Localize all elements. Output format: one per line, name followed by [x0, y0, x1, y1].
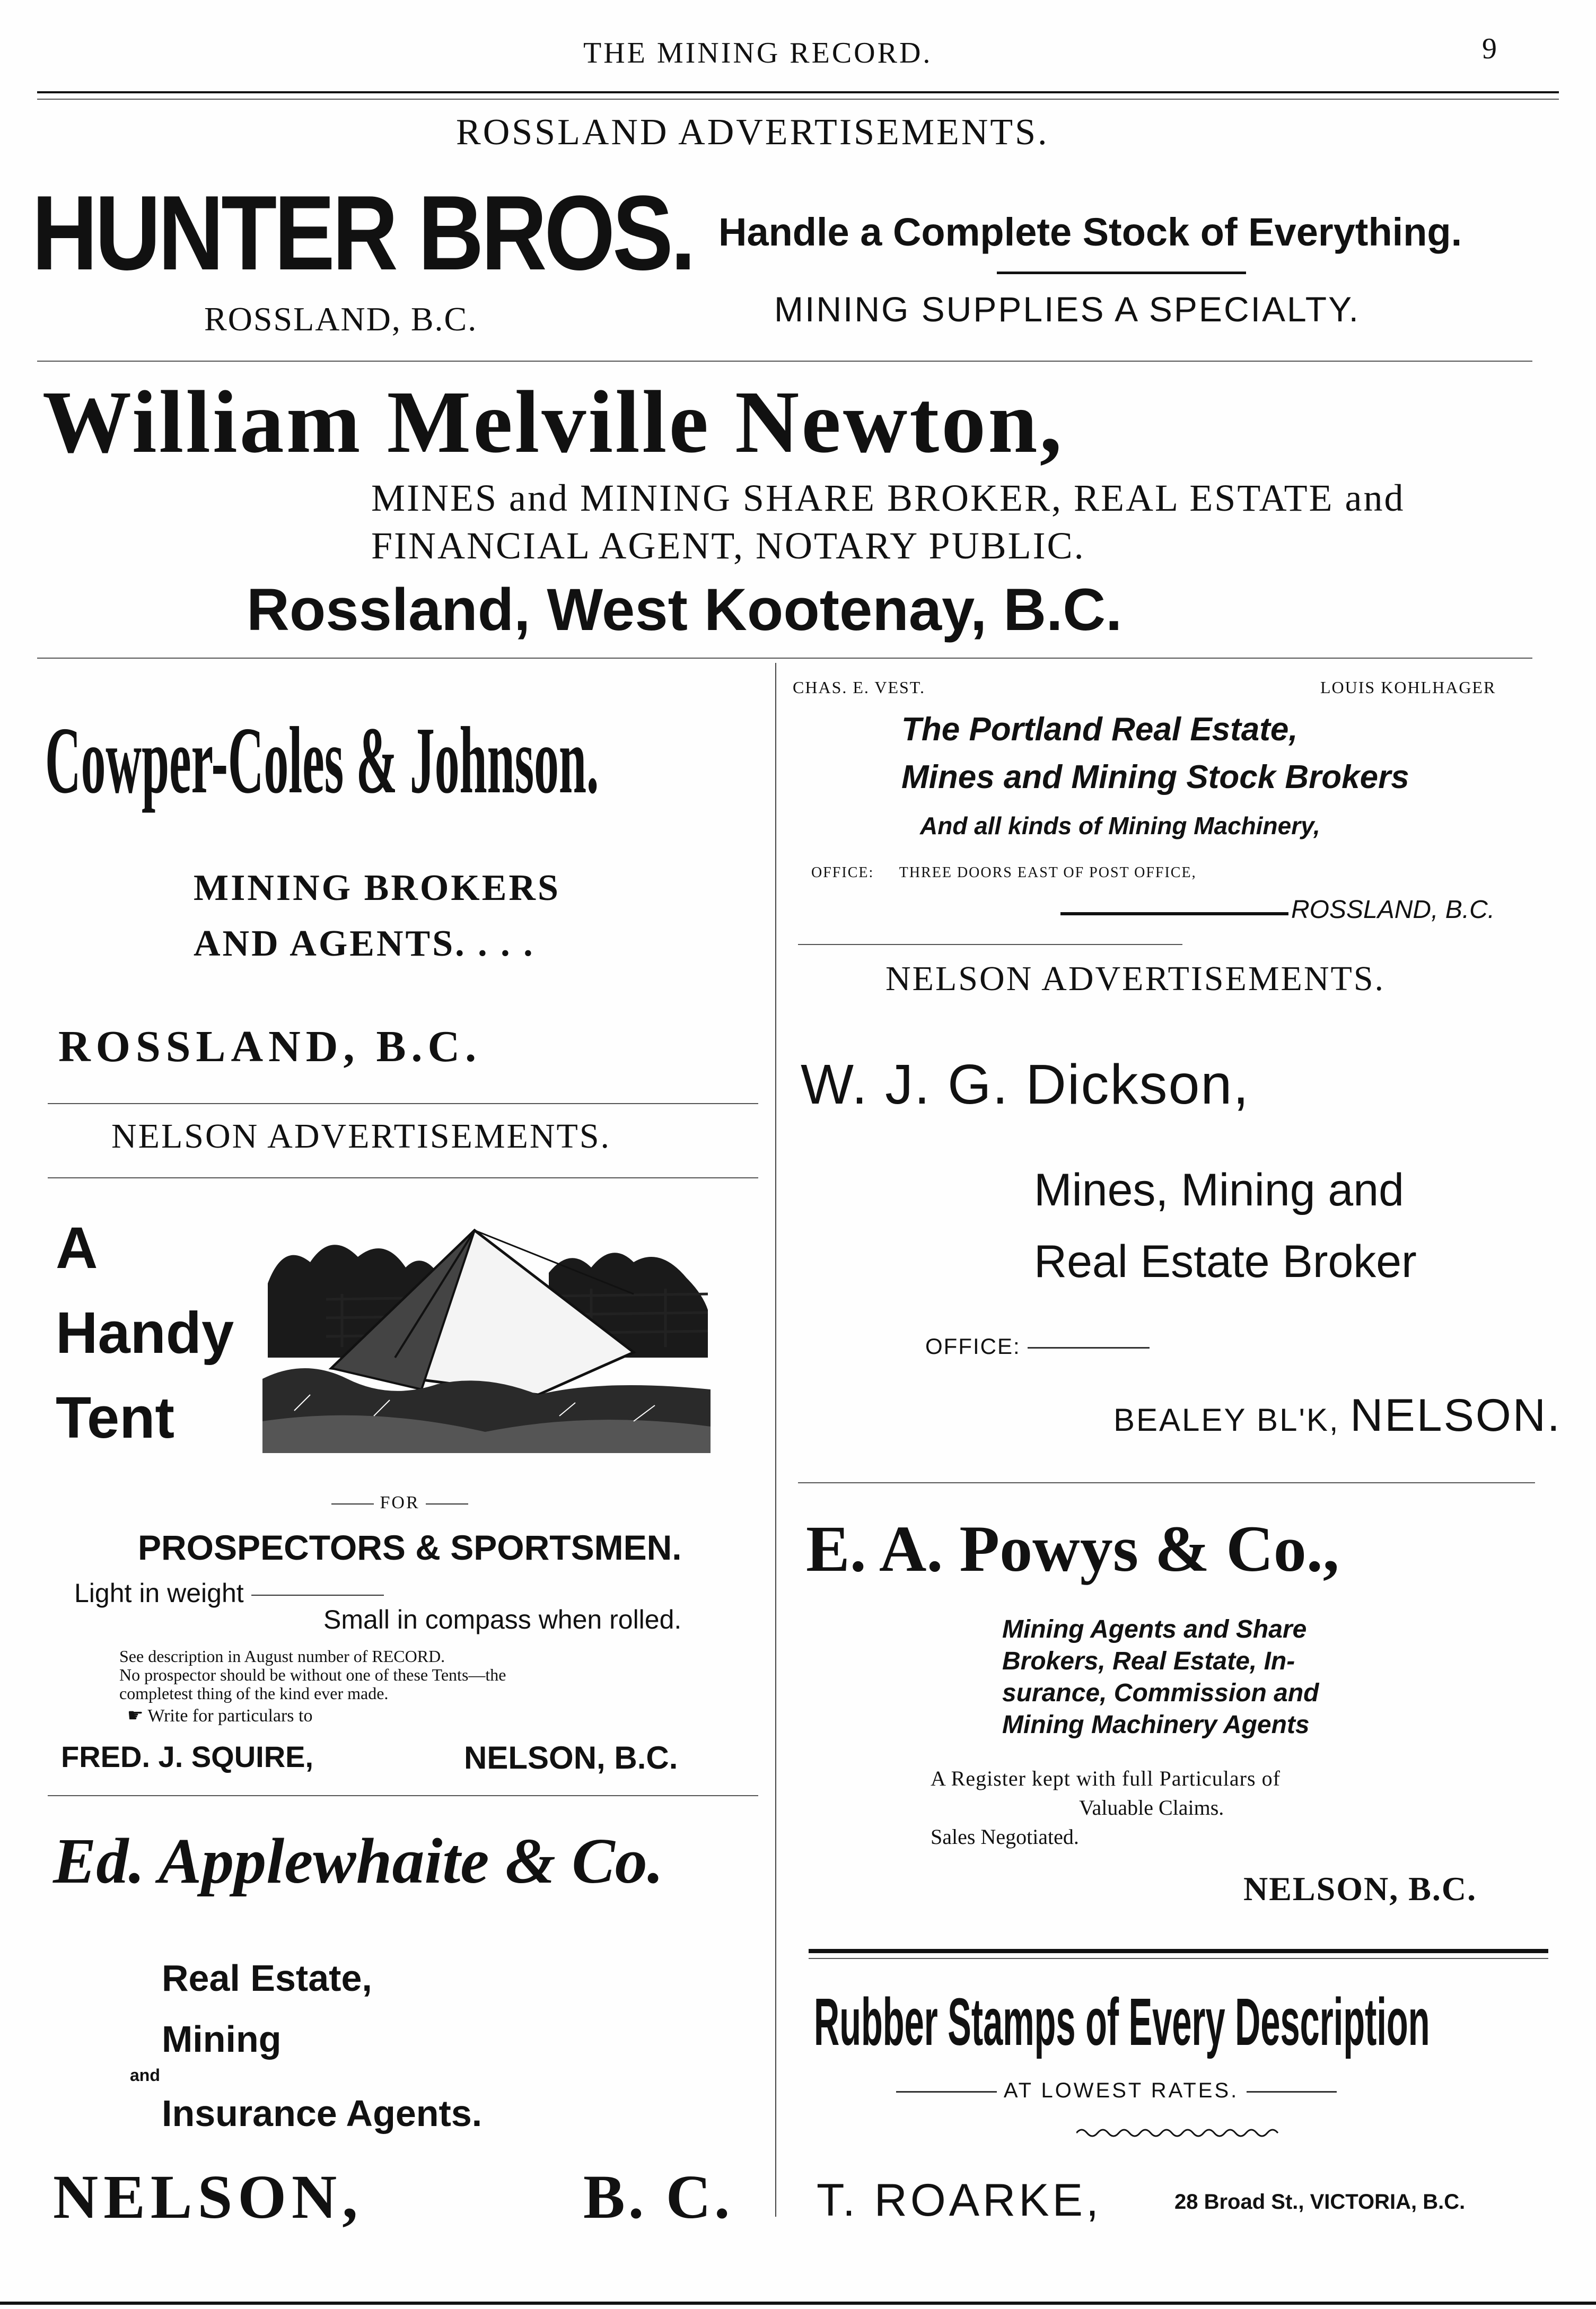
header-rule-thin — [37, 99, 1559, 100]
powys-line1: Mining Agents and Share — [1002, 1615, 1307, 1643]
powys-line3: surance, Commission and — [1002, 1679, 1319, 1707]
dickson-office — [925, 1334, 1150, 1359]
applewhaite-and: and — [130, 2066, 160, 2085]
wavy-ornament — [1076, 2127, 1283, 2139]
roarke-headline: Rubber Stamps of Every Description — [814, 1984, 1430, 2059]
applewhaite-name: Ed. Applewhaite & Co. — [53, 1825, 664, 1897]
pointing-hand-icon: ☛ — [127, 1706, 144, 1726]
tent-desc3: completest thing of the kind ever made. — [119, 1684, 389, 1703]
footer-rule — [0, 2302, 1596, 2305]
divider-6 — [798, 944, 1182, 945]
portland-partner1: CHAS. E. VEST. — [793, 678, 925, 697]
divider-1 — [37, 361, 1532, 362]
roarke-name: T. ROARKE, — [817, 2175, 1102, 2226]
column-divider — [775, 663, 776, 2217]
applewhaite-line2: Mining — [162, 2018, 282, 2060]
tent-desc1: See description in August number of RECORD. — [119, 1647, 445, 1666]
cowper-location: ROSSLAND, B.C. — [58, 1022, 482, 1071]
powys-bottom-rule — [809, 1949, 1548, 1953]
applewhaite-location-city: NELSON, — [53, 2162, 363, 2232]
rossland-heading: ROSSLAND ADVERTISEMENTS. — [456, 112, 1049, 153]
tent-write-label: Write for particulars to — [147, 1706, 313, 1726]
powys-bottom-rule-thin — [809, 1958, 1548, 1959]
newton-line2: FINANCIAL AGENT, NOTARY PUBLIC. — [371, 524, 1085, 567]
divider-5 — [48, 1795, 758, 1796]
newton-location: Rossland, West Kootenay, B.C. — [247, 576, 1123, 643]
tent-agent: FRED. J. SQUIRE, — [61, 1740, 314, 1773]
dickson-address — [1113, 1389, 1562, 1442]
portland-office-address: THREE DOORS EAST OF POST OFFICE, — [899, 864, 1197, 881]
applewhaite-line3: Insurance Agents. — [162, 2093, 483, 2134]
dickson-city: NELSON. — [1350, 1390, 1562, 1441]
nelson-heading-left: NELSON ADVERTISEMENTS. — [111, 1117, 611, 1156]
running-head: THE MINING RECORD. — [583, 37, 933, 69]
tent-location: NELSON, B.C. — [464, 1740, 678, 1776]
portland-office — [811, 864, 1197, 881]
divider-3 — [48, 1103, 758, 1104]
page-number: 9 — [1482, 32, 1497, 65]
tent-light-label: Light in weight — [74, 1578, 244, 1608]
newton-line1: MINES and MINING SHARE BROKER, REAL ESTATE and — [371, 477, 1405, 519]
newton-name: William Melville Newton, — [42, 373, 1064, 471]
portland-office-label: OFFICE: — [811, 864, 874, 881]
cowper-line2: AND AGENTS. . . . — [194, 923, 535, 964]
roarke-rates-label: AT LOWEST RATES. — [1003, 2079, 1239, 2102]
dickson-address-label: BEALEY BL'K, — [1113, 1402, 1340, 1438]
dickson-line2: Real Estate Broker — [1034, 1236, 1417, 1287]
tent-headline-tent: Tent — [56, 1385, 175, 1450]
powys-line4: Mining Machinery Agents — [1002, 1711, 1310, 1739]
tent-illustration — [262, 1220, 711, 1453]
tent-for-label: FOR — [380, 1493, 420, 1512]
powys-line2: Brokers, Real Estate, In- — [1002, 1647, 1295, 1675]
portland-partner2: LOUIS KOHLHAGER — [1320, 678, 1496, 697]
powys-name: E. A. Powys & Co., — [806, 1512, 1339, 1585]
dickson-name: W. J. G. Dickson, — [801, 1053, 1250, 1116]
hunter-location: ROSSLAND, B.C. — [204, 300, 478, 338]
nelson-heading-right: NELSON ADVERTISEMENTS. — [885, 959, 1385, 998]
portland-arrow-rule — [1060, 912, 1288, 915]
portland-line3: And all kinds of Mining Machinery, — [920, 812, 1320, 839]
applewhaite-location-prov: B. C. — [583, 2162, 733, 2232]
cowper-name: Cowper-Coles & Johnson. — [45, 707, 599, 813]
applewhaite-line1: Real Estate, — [162, 1957, 372, 1999]
divider-7 — [798, 1482, 1535, 1483]
roarke-address: 28 Broad St., VICTORIA, B.C. — [1174, 2190, 1466, 2214]
divider-2 — [37, 658, 1532, 659]
divider-4 — [48, 1177, 758, 1178]
tent-audience: PROSPECTORS & SPORTSMEN. — [138, 1528, 682, 1567]
powys-reg2: Valuable Claims. — [1079, 1796, 1224, 1820]
cowper-line1: MINING BROKERS — [194, 868, 560, 908]
dickson-office-label: OFFICE: — [925, 1334, 1021, 1359]
hunter-name: HUNTER BROS. — [32, 174, 694, 292]
roarke-rates — [896, 2079, 1337, 2103]
header-rule — [37, 91, 1559, 93]
tent-small: Small in compass when rolled. — [323, 1605, 682, 1634]
hunter-specialty: MINING SUPPLIES A SPECIALTY. — [774, 290, 1360, 329]
powys-reg3: Sales Negotiated. — [931, 1825, 1079, 1849]
tent-headline-handy: Handy — [56, 1300, 234, 1366]
dickson-line1: Mines, Mining and — [1034, 1165, 1404, 1215]
hunter-tagline: Handle a Complete Stock of Everything. — [718, 210, 1462, 254]
powys-reg1: A Register kept with full Particulars of — [931, 1766, 1281, 1790]
tent-headline-a: A — [56, 1215, 98, 1281]
tent-desc2: No prospector should be without one of these Tents—the — [119, 1665, 506, 1684]
tent-for — [331, 1493, 468, 1513]
hunter-underline — [997, 272, 1246, 274]
portland-line1: The Portland Real Estate, — [901, 711, 1298, 748]
portland-location: ROSSLAND, B.C. — [1291, 896, 1495, 924]
powys-location: NELSON, B.C. — [1243, 1870, 1477, 1908]
portland-line2: Mines and Mining Stock Brokers — [901, 759, 1409, 795]
tent-write — [127, 1705, 313, 1726]
